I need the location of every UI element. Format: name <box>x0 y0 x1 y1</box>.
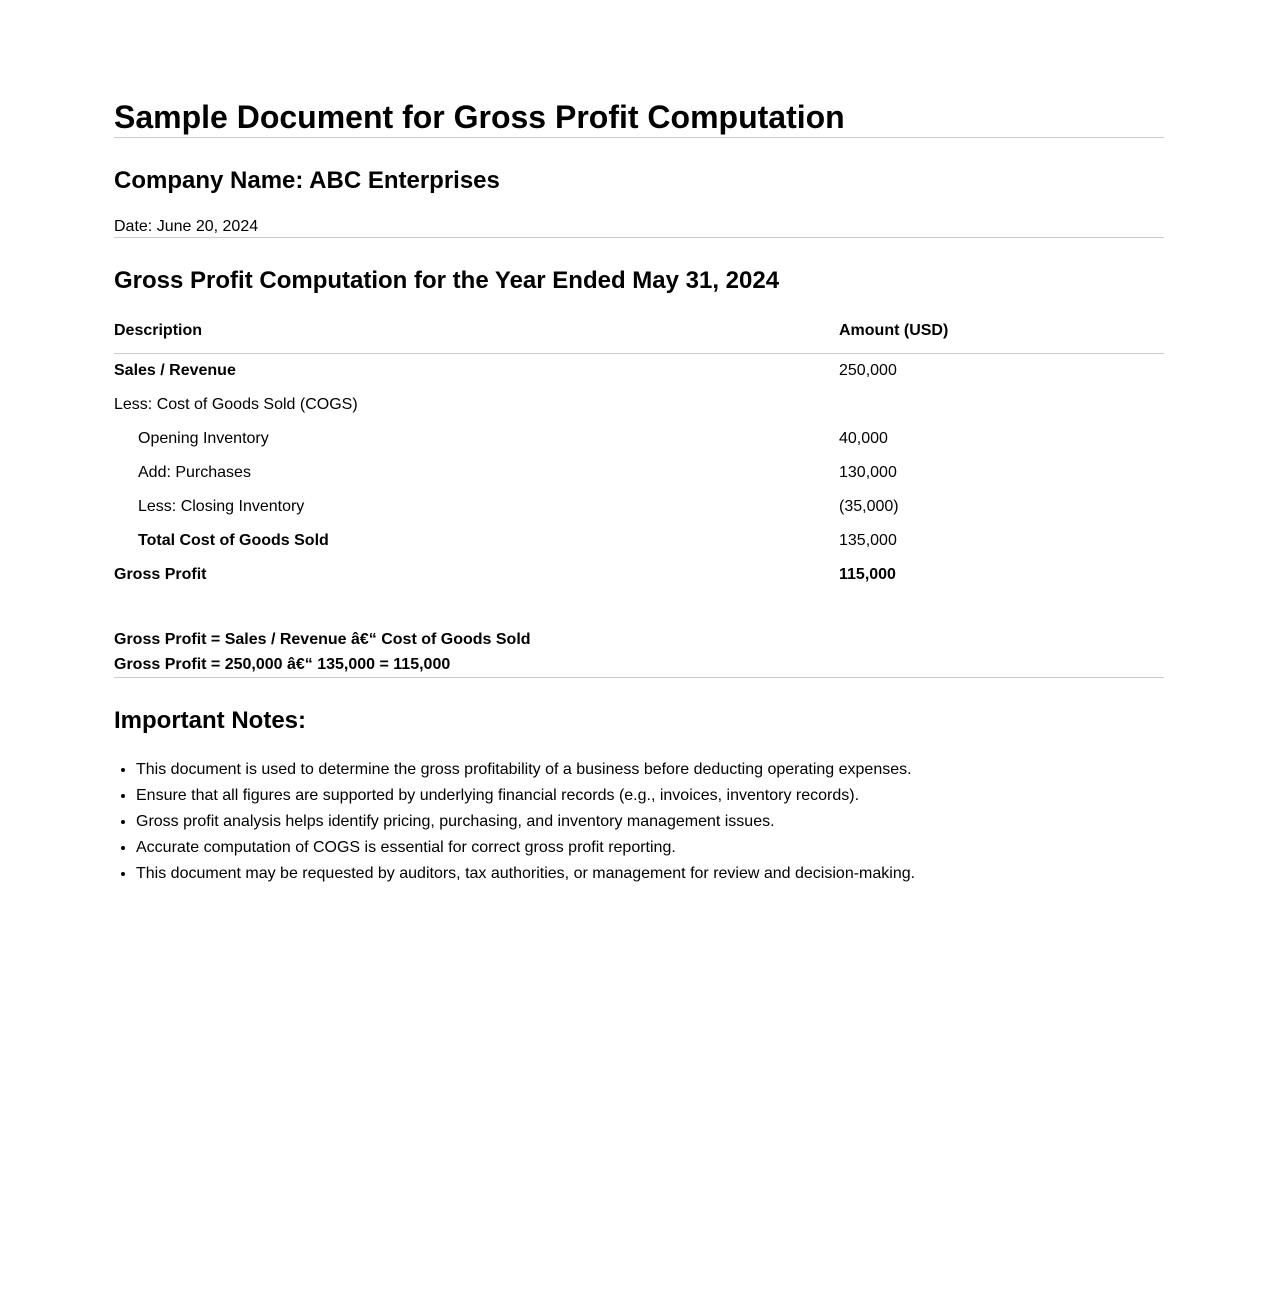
list-item: • Gross profit analysis helps identify pricing, purchasing, and inventory management issues. <box>136 809 1164 835</box>
list-item: • This document is used to determine the gross profitability of a business before deducting operating expenses. <box>136 757 1164 783</box>
notes-heading: Important Notes: <box>114 707 306 734</box>
table-row-total-cogs <box>114 524 1164 558</box>
company-name-heading: Company Name: ABC Enterprises <box>114 167 500 194</box>
table-row-gross-profit <box>114 558 1164 592</box>
row-amount: 130,000 <box>839 464 897 481</box>
row-label: Total Cost of Goods Sold <box>138 532 329 549</box>
row-label: Gross Profit <box>114 566 207 583</box>
row-label: Less: Closing Inventory <box>138 498 305 515</box>
row-label: Opening Inventory <box>138 430 269 447</box>
list-item: • Ensure that all figures are supported by underlying financial records (e.g., invoices, inventory records). <box>136 783 1164 809</box>
column-header-amount: Amount (USD) <box>839 319 1164 354</box>
notes-list <box>114 757 1164 887</box>
column-header-description: Description <box>114 319 839 354</box>
divider <box>114 137 1164 138</box>
document-title: Sample Document for Gross Profit Computation <box>114 99 845 135</box>
row-amount: (35,000) <box>839 498 899 515</box>
formula-line: Gross Profit = 250,000 â€“ 135,000 = 115,000 <box>114 656 451 673</box>
table-row-sales <box>114 354 1164 389</box>
document-date: Date: June 20, 2024 <box>114 218 259 235</box>
divider <box>114 677 1164 678</box>
table-row-cogs-heading <box>114 388 1164 422</box>
divider <box>114 237 1164 238</box>
row-amount: 250,000 <box>839 362 897 379</box>
row-amount: 115,000 <box>839 566 896 583</box>
formula-line: Gross Profit = Sales / Revenue â€“ Cost of Goods Sold <box>114 631 531 648</box>
computation-heading: Gross Profit Computation for the Year Ended May 31, 2024 <box>114 267 780 294</box>
gross-profit-table <box>114 319 1164 592</box>
table-header-row <box>114 319 1164 354</box>
list-item: • Accurate computation of COGS is essential for correct gross profit reporting. <box>136 835 1164 861</box>
row-amount: 135,000 <box>839 532 897 549</box>
row-amount <box>839 388 1164 422</box>
document-page <box>114 0 1164 887</box>
row-amount: 40,000 <box>839 430 888 447</box>
row-label: Add: Purchases <box>138 464 251 481</box>
table-row-closing-inventory <box>114 490 1164 524</box>
list-item: • This document may be requested by auditors, tax authorities, or management for review and decision-making. <box>136 861 1164 887</box>
row-label: Less: Cost of Goods Sold (COGS) <box>114 396 358 413</box>
formula-block <box>114 627 1164 677</box>
row-label: Sales / Revenue <box>114 362 236 379</box>
table-row-purchases <box>114 456 1164 490</box>
table-row-opening-inventory <box>114 422 1164 456</box>
